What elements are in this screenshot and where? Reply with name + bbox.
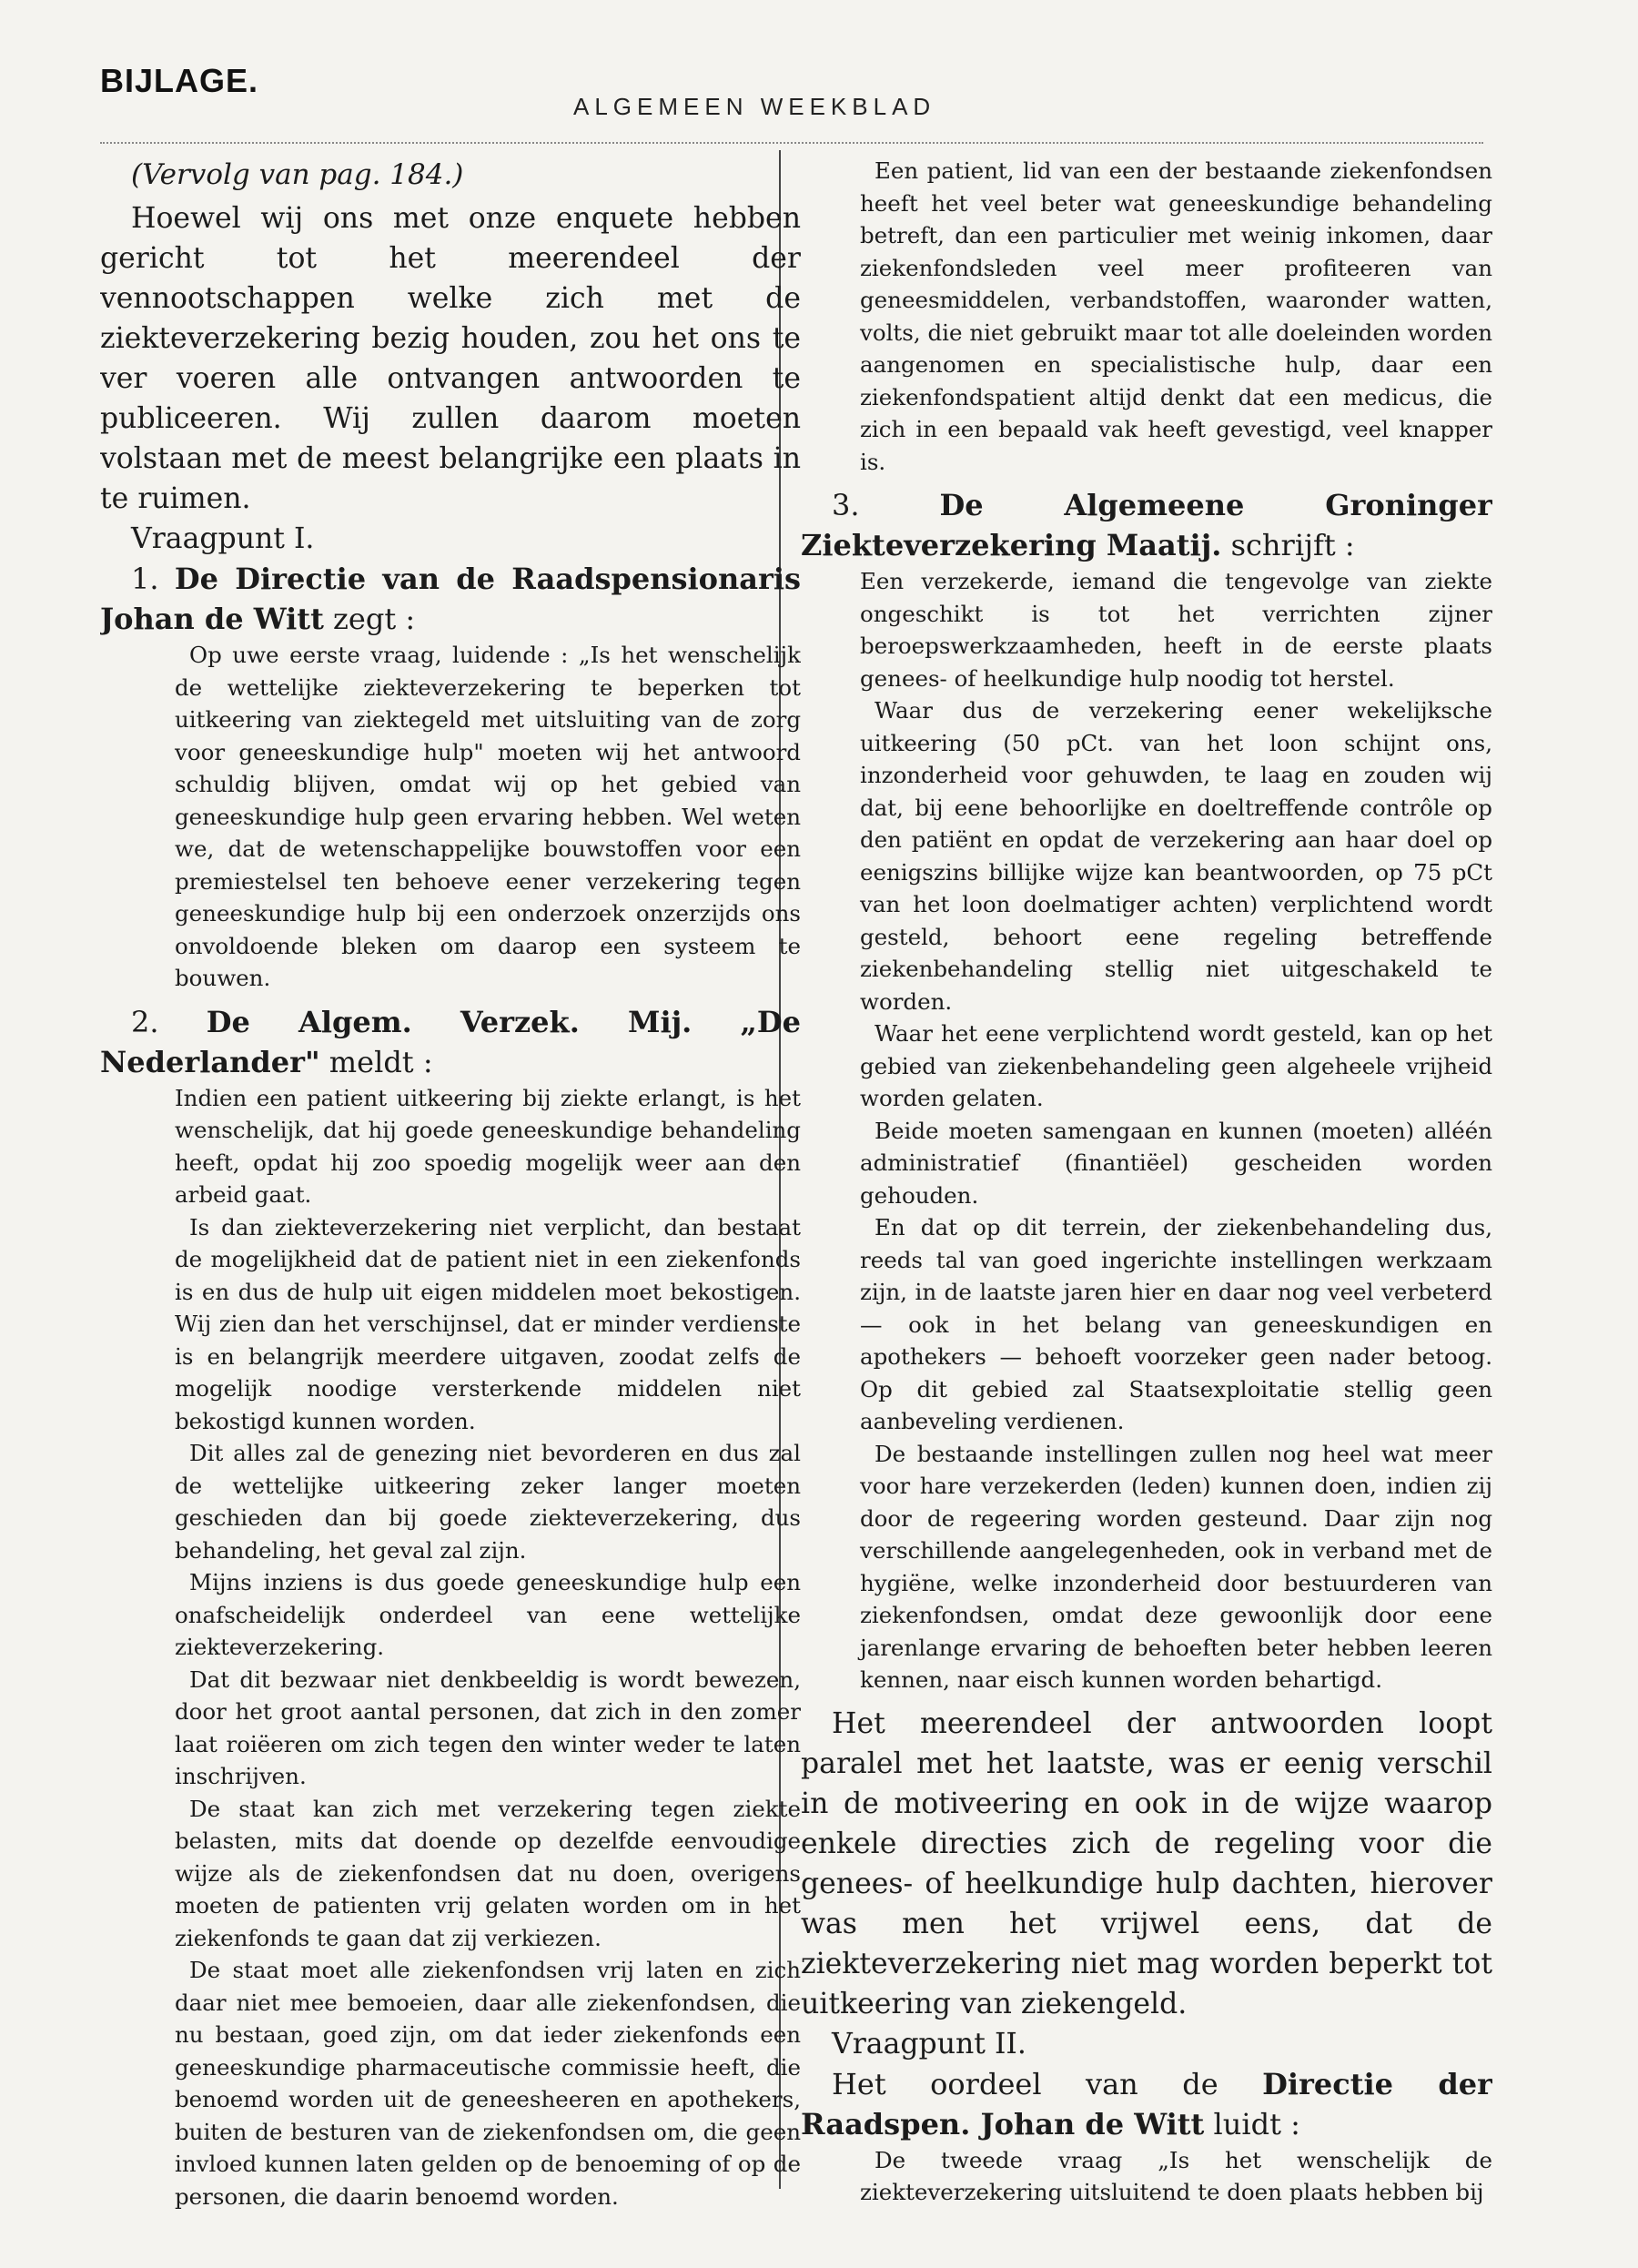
- answer-2-paragraph: De staat moet alle ziekenfondsen vrij laten en zich daar niet mee bemoeien, daar alle ziekenfondsen, die nu bestaan, goed zijn, om dat ieder ziekenfonds een geneeskundige pharmaceutische commissie heeft, die benoemd worden uit de geneesheeren en apothekers, buiten de besturen van de ziekenfondsen om, die geen invloed kunnen laten gelden op de benoeming of op de personen, die daarin benoemd worden.: [175, 1957, 801, 2210]
- answer-2-heading: [100, 1002, 801, 1082]
- answer-3-paragraph: Waar dus de verzekering eener wekelijksche uitkeering (50 pCt. van het loon schijnt ons, inzonderheid voor gehuwden, te laag en zouden wij dat, bij eene behoorlijke en doeltreffende contrôle op den patiënt en opdat de verzekering aan haar doel op eenigszins billijke wijze kan beantwoorden, op 75 pCt van het loon doelmatiger achten) verplichtend wordt gesteld, behoort eene regeling betreffende ziekenbehandeling stellig niet uitgeschakeld te worden.: [860, 697, 1492, 1015]
- intro-paragraph: Hoewel wij ons met onze enquete hebben gericht tot het meerendeel der vennootschappen welke zich met de ziekteverzekering bezig houden, zou het ons te ver voeren alle ontvangen antwoorden te publiceeren. Wij zullen daarom moeten volstaan met de meest belangrijke een plaats in te ruimen.: [100, 202, 801, 515]
- answer-4-heading: [801, 2064, 1492, 2144]
- answer-1-heading: [100, 559, 801, 639]
- answer-3-company: De Algemeene Groninger Ziekteverzekering Maatij.: [801, 488, 1492, 562]
- answer-4-text: De tweede vraag „Is het wenschelijk de ziekteverzekering uitsluitend te doen plaats hebben bij: [860, 2146, 1492, 2205]
- continuation-note: (Vervolg van pag. 184.): [131, 158, 464, 191]
- answer-4-verb: luidt :: [1204, 2106, 1300, 2141]
- answer-3-verb: schrijft :: [1221, 528, 1355, 562]
- answer-3-paragraph: Beide moeten samengaan en kunnen (moeten) alléén administratief (finantiëel) gescheiden worden gehouden.: [860, 1117, 1492, 1209]
- answer-3-paragraph: Waar het eene verplichtend wordt gesteld, kan op het gebied van ziekenbehandeling geen algeheele vrijheid worden gelaten.: [860, 1020, 1492, 1111]
- vraagpunt-1-label: Vraagpunt I.: [131, 522, 315, 555]
- answer-2-paragraph: Indien een patient uitkeering bij ziekte erlangt, is het wenschelijk, dat hij goede geneeskundige behandeling heeft, opdat hij zoo spoedig mogelijk weer aan den arbeid gaat.: [175, 1084, 801, 1208]
- answer-1-number: 1.: [131, 562, 159, 596]
- answer-3-heading: [801, 485, 1492, 565]
- answer-3-paragraph: De bestaande instellingen zullen nog heel wat meer voor hare verzekerden (leden) kunnen doen, indien zij door de regeering worden gesteund. Daar zijn nog verschillende aangelegenheden, ook in verband met de hygiëne, welke inzonderheid door bestuurderen van ziekenfondsen, omdat deze gewoonlijk door eene jarenlange ervaring de behoeften beter hebben leeren kennen, naar eisch kunnen worden behartigd.: [860, 1440, 1492, 1693]
- answer-2-company: De Algem. Verzek. Mij. „De Nederlander": [100, 1004, 801, 1079]
- page-header: [100, 62, 1483, 144]
- answer-2-paragraph: Mijns inziens is dus goede geneeskundige hulp een onafscheidelijk onderdeel van eene wettelijke ziekteverzekering.: [175, 1569, 801, 1660]
- left-column: [100, 155, 801, 2239]
- answer-1-company: De Directie van de Raadspensionaris Johan de Witt: [100, 562, 801, 636]
- answer-3-number: 3.: [832, 488, 860, 522]
- answer-3-paragraph: Een verzekerde, iemand die tengevolge van ziekte ongeschikt is tot het verrichten zijner beroepswerkzaamheden, heeft in de eerste plaats genees- of heelkundige hulp noodig tot herstel.: [860, 568, 1492, 692]
- answer-1-verb: zegt :: [323, 602, 416, 636]
- running-title: ALGEMEEN WEEKBLAD: [573, 93, 936, 120]
- answer-4-intro: Het oordeel van de: [832, 2066, 1263, 2101]
- answer-3-paragraph: En dat op dit terrein, der ziekenbehandeling dus, reeds tal van goed ingerichte instellingen werkzaam zijn, in de laatste jaren hier en daar nog veel verbeterd — ook in het belang van geneeskundigen en apothekers — behoeft voorzeker geen nader betoog. Op dit gebied zal Staatsexploitatie stellig geen aanbeveling verdienen.: [860, 1214, 1492, 1434]
- vraagpunt-2-label: Vraagpunt II.: [832, 2027, 1026, 2060]
- answer-4-company: Directie der Raadspen. Johan de Witt: [801, 2066, 1492, 2141]
- answer-2-continued: Een patient, lid van een der bestaande ziekenfondsen heeft het veel beter wat geneeskundige behandeling betreft, dan een particulier met weinig inkomen, daar ziekenfondsleden veel meer profiteeren van geneesmiddelen, verbandstoffen, waaronder watten, volts, die niet gebruikt maar tot alle doeleinden worden aangenomen en specialistische hulp, daar een ziekenfondspatient altijd denkt dat een medicus, die zich in een bepaald vak heeft gevestigd, veel knapper is.: [860, 157, 1492, 475]
- answer-2-paragraph: Is dan ziekteverzekering niet verplicht, dan bestaat de mogelijkheid dat de patient niet in een ziekenfonds is en dus de hulp uit eigen middelen moet bekostigen. Wij zien dan het verschijnsel, dat er minder verdienste is en belangrijk meerdere uitgaven, zoodat zelfs de mogelijk noodige versterkende middelen niet bekostigd kunnen worden.: [175, 1213, 801, 1434]
- answer-2-verb: meldt :: [319, 1044, 433, 1079]
- right-column: [801, 155, 1492, 2239]
- answer-2-number: 2.: [131, 1004, 159, 1039]
- answer-2-paragraph: De staat kan zich met verzekering tegen ziekte belasten, mits dat doende op dezelfde eenvoudige wijze als de ziekenfondsen dat nu doen, overigens moeten de patienten vrij gelaten worden om in het ziekenfonds te gaan dat zij verkiezen.: [175, 1795, 801, 1951]
- summary-paragraph: Het meerendeel der antwoorden loopt paralel met het laatste, was er eenig verschil in de motiveering en ook in de wijze waarop enkele directies zich de regeling voor die genees- of heelkundige hulp dachten, hierover was men het vrijwel eens, dat de ziekteverzekering niet mag worden beperkt tot uitkeering van ziekengeld.: [801, 1706, 1492, 2020]
- answer-2-paragraph: Dat dit bezwaar niet denkbeeldig is wordt bewezen, door het groot aantal personen, dat zich in den zomer laat roiëeren om zich tegen den winter weder te laten inschrijven.: [175, 1666, 801, 1789]
- answer-2-paragraph: Dit alles zal de genezing niet bevorderen en dus zal de wettelijke uitkeering zeker langer moeten geschieden dan bij goede ziekteverzekering, dus behandeling, het geval zal zijn.: [175, 1440, 801, 1564]
- header-rule: [100, 142, 1483, 144]
- section-label: BIJLAGE.: [100, 62, 259, 99]
- answer-1-text: Op uwe eerste vraag, luidende : „Is het wenschelijk de wettelijke ziekteverzekering te beperken tot uitkeering van ziektegeld met uitsluiting van de zorg voor geneeskundige hulp" moeten wij het antwoord schuldig blijven, omdat wij op het gebied van geneeskundige hulp geen ervaring hebben. Wel weten we, dat de wetenschappelijke bouwstoffen voor een premiestelsel ten behoeve eener verzekering tegen geneeskundige hulp bij een onderzoek onzerzijds ons onvoldoende bleken om daarop een systeem te bouwen.: [175, 642, 801, 991]
